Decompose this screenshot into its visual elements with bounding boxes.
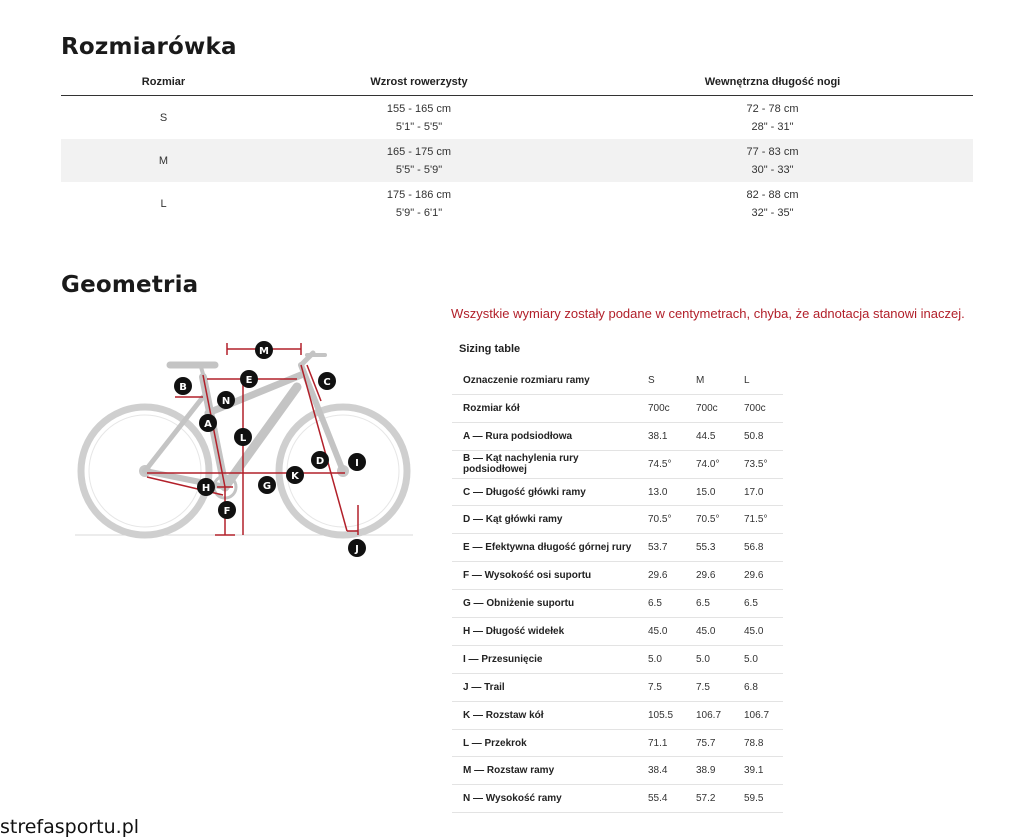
badge-k [286,466,304,484]
header-size: Rozmiar [141,75,186,88]
table-row [452,479,783,507]
badge-c [318,372,336,390]
value-m: 700c [696,402,718,414]
value-s: 71.1 [648,737,668,749]
value-l: 106.7 [744,709,770,721]
geometry-table [452,367,783,813]
leg-cm: 72 - 78 cm [746,102,799,115]
table-row [452,423,783,451]
leg-in: 28" - 31" [751,120,794,133]
watermark: strefasportu.pl [0,816,140,838]
value-s: 55.4 [648,793,668,805]
value-m: 75.7 [696,737,716,749]
value-m: 5.0 [696,653,710,665]
height-cell [266,96,572,139]
leg-cell [572,139,973,182]
value-m: 6.5 [696,598,710,610]
table-row [452,757,783,785]
value-l: 39.1 [744,765,764,777]
table-row [452,562,783,590]
geometry-label: K — Rozstaw kół [463,709,544,721]
bike-geometry-diagram [75,335,415,565]
badge-g [258,476,276,494]
svg-text:J: J [355,544,359,555]
leg-cm: 82 - 88 cm [746,188,799,201]
value-l: 59.5 [744,793,764,805]
table-row [452,506,783,534]
geometry-label: M — Rozstaw ramy [463,765,555,777]
svg-text:G: G [262,481,272,492]
svg-text:B: B [179,382,187,393]
size-cell [61,96,266,139]
size-value: L [160,197,167,210]
value-m: 55.3 [696,542,716,554]
header-rider-height: Wzrost rowerzysty [370,75,468,88]
size-cell [61,182,266,225]
value-s: 6.5 [648,598,662,610]
value-l: 73.5° [744,458,768,470]
badge-h [197,478,215,496]
leg-cell [572,96,973,139]
value-l: 56.8 [744,542,764,554]
geometry-label: D — Kąt główki ramy [463,514,563,526]
value-m: 106.7 [696,709,722,721]
geometry-label: G — Obniżenie suportu [463,598,575,610]
value-m: 15.0 [696,486,716,498]
badge-l [234,428,252,446]
value-m: 57.2 [696,793,716,805]
value-l: 29.6 [744,570,764,582]
table-row [452,702,783,730]
value-l: 78.8 [744,737,764,749]
value-s: 700c [648,402,670,414]
table-row [452,590,783,618]
value-s: 7.5 [648,681,662,693]
units-note: Wszystkie wymiary zostały podane w centymetrach, chyba, że adnotacja stanowi inaczej. [451,306,965,321]
value-m: 74.0° [696,458,720,470]
value-m: 70.5° [696,514,720,526]
badge-m [255,341,273,359]
table-row [452,730,783,758]
size-value: M [158,154,169,167]
badge-n [217,391,235,409]
geometry-label: Oznaczenie rozmiaru ramy [463,374,590,386]
badge-j [348,539,366,557]
leg-in: 32" - 35" [751,206,794,219]
svg-text:H: H [201,483,211,494]
table-row [452,674,783,702]
height-cm: 175 - 186 cm [386,188,452,201]
value-l: L [744,374,750,386]
height-in: 5'5" - 5'9" [395,163,443,176]
table-row [452,785,783,813]
geometry-label: F — Wysokość osi suportu [463,570,592,582]
table-row [452,534,783,562]
value-m: 7.5 [696,681,710,693]
value-s: 29.6 [648,570,668,582]
height-cell [266,182,572,225]
value-s: 13.0 [648,486,668,498]
geometry-label: B — Kąt nachylenia rury podsiodłowej [463,453,579,476]
value-m: 44.5 [696,430,716,442]
leg-cm: 77 - 83 cm [746,145,799,158]
table-row [452,367,783,395]
height-cm: 155 - 165 cm [386,102,452,115]
value-s: 74.5° [648,458,672,470]
badge-d [311,451,329,469]
table-row [61,139,973,182]
size-chart-table [61,68,973,225]
geometry-label: Rozmiar kół [463,402,520,414]
svg-text:M: M [259,346,269,357]
geometry-label: A — Rura podsiodłowa [463,430,573,442]
value-l: 17.0 [744,486,764,498]
geometry-label: L — Przekrok [463,737,527,749]
value-m: 45.0 [696,625,716,637]
size-cell [61,139,266,182]
height-in: 5'1" - 5'5" [395,120,443,133]
geometry-label: E — Efektywna długość górnej rury [463,542,632,554]
table-row [452,618,783,646]
geometry-title: Geometria [61,272,199,298]
badge-i [348,453,366,471]
leg-cell [572,182,973,225]
header-inseam: Wewnętrzna długość nogi [704,75,841,88]
svg-text:C: C [323,377,331,388]
value-l: 6.5 [744,598,758,610]
geometry-label: J — Trail [463,681,505,693]
table-row [61,182,973,225]
value-s: 105.5 [648,709,674,721]
sizing-table-label: Sizing table [459,343,521,355]
svg-text:A: A [204,419,212,430]
size-chart-header [61,68,973,96]
svg-text:L: L [239,433,247,444]
geometry-label: N — Wysokość ramy [463,793,562,805]
svg-text:D: D [315,456,325,467]
table-row [452,451,783,479]
value-l: 6.8 [744,681,758,693]
value-l: 5.0 [744,653,758,665]
value-l: 71.5° [744,514,768,526]
value-m: 38.9 [696,765,716,777]
height-in: 5'9" - 6'1" [395,206,443,219]
svg-text:I: I [355,458,359,469]
value-s: 45.0 [648,625,668,637]
svg-text:E: E [245,375,253,386]
svg-text:F: F [223,506,231,517]
value-s: 38.1 [648,430,668,442]
value-s: 38.4 [648,765,668,777]
value-m: 29.6 [696,570,716,582]
geometry-label: H — Długość widełek [463,625,565,637]
badge-f [218,501,236,519]
value-l: 45.0 [744,625,764,637]
size-value: S [159,111,168,124]
badge-a [199,414,217,432]
table-row [452,395,783,423]
svg-text:K: K [291,471,299,482]
value-s: 70.5° [648,514,672,526]
leg-in: 30" - 33" [751,163,794,176]
value-l: 50.8 [744,430,764,442]
value-l: 700c [744,402,766,414]
height-cell [266,139,572,182]
geometry-label: C — Długość główki ramy [463,486,586,498]
value-m: M [696,374,705,386]
height-cm: 165 - 175 cm [386,145,452,158]
geometry-label: I — Przesunięcie [463,653,543,665]
value-s: S [648,374,655,386]
value-s: 5.0 [648,653,662,665]
badge-e [240,370,258,388]
table-row [452,646,783,674]
size-chart-title: Rozmiarówka [61,34,237,60]
value-s: 53.7 [648,542,668,554]
svg-text:N: N [221,396,231,407]
table-row [61,96,973,139]
badge-b [174,377,192,395]
